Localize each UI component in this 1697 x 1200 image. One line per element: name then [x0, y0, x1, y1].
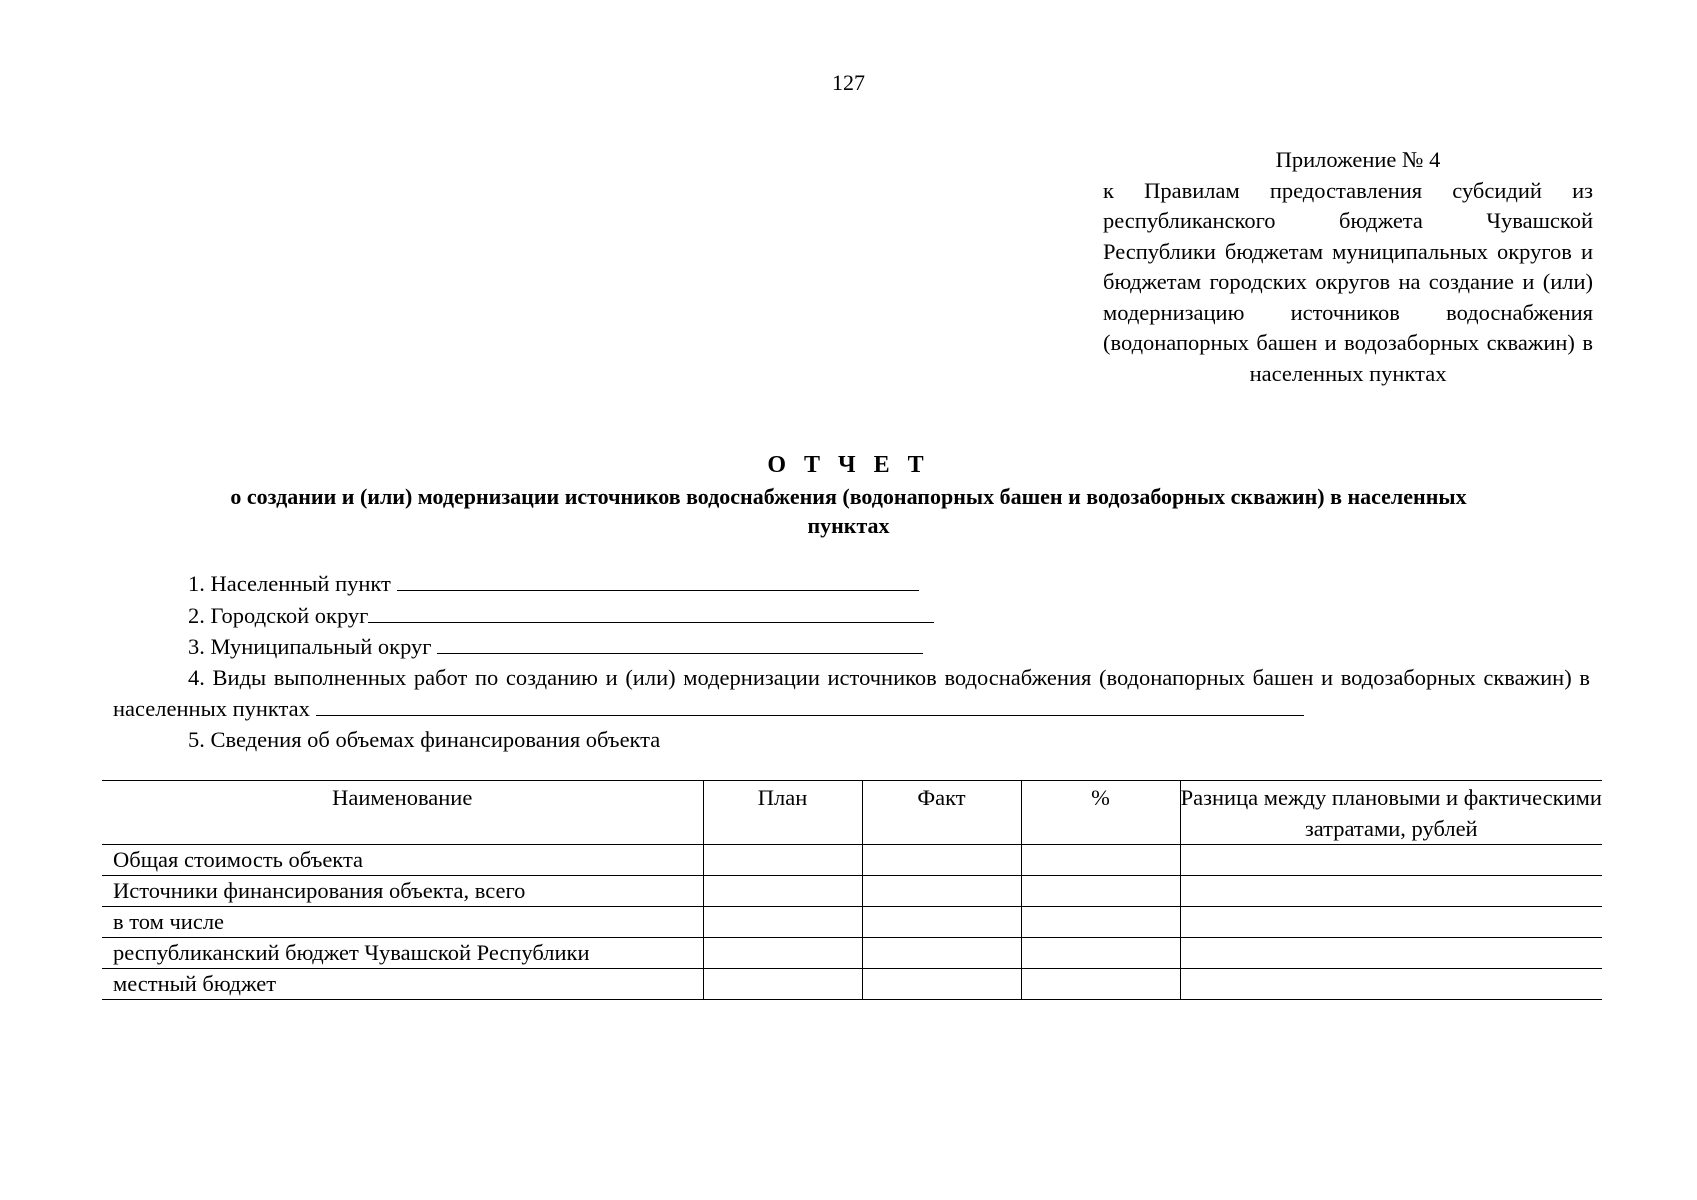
row-label: местный бюджет [102, 969, 703, 1000]
fact-cell[interactable] [862, 845, 1021, 876]
page-number: 127 [832, 70, 865, 95]
field-works-types-label: 4. Виды выполненных работ по созданию и (или) модернизации источников водоснабжения (водонапорных башен и водозаборных скважин) в населенных пунктах [113, 664, 1590, 721]
table-header-row [102, 781, 1602, 845]
header-difference: Разница между плановыми и фактическими затратами, рублей [1180, 781, 1602, 845]
plan-cell[interactable] [703, 907, 862, 938]
percent-cell[interactable] [1021, 907, 1180, 938]
plan-cell[interactable] [703, 876, 862, 907]
percent-cell[interactable] [1021, 969, 1180, 1000]
table-row [102, 907, 1602, 938]
financing-table [102, 780, 1602, 1000]
field-financing-label: 5. Сведения об объемах финансирования объекта [188, 726, 661, 752]
field-settlement [113, 568, 1590, 600]
header-fact: Факт [862, 781, 1021, 845]
difference-cell[interactable] [1180, 845, 1602, 876]
fact-cell[interactable] [862, 907, 1021, 938]
fact-cell[interactable] [862, 938, 1021, 969]
field-settlement-blank[interactable] [397, 568, 919, 591]
field-city-district-label: 2. Городской округ [188, 602, 369, 628]
report-subtitle: о создании и (или) модернизации источников водоснабжения (водонапорных башен и водозаборных скважин) в населенных пунктах [230, 484, 1467, 538]
difference-cell[interactable] [1180, 876, 1602, 907]
field-city-district [113, 600, 1590, 632]
difference-cell[interactable] [1180, 969, 1602, 1000]
report-fields [113, 568, 1590, 755]
appendix-text: к Правилам предоставления субсидий из республиканского бюджета Чувашской Республики бюджетам муниципальных округов и бюджетам городских округов на создание и (или) модернизацию источников водоснабжения (водонапорных башен и водозаборных скважин) в населенных пунктах [1103, 177, 1593, 386]
appendix-block [1103, 145, 1593, 389]
row-label: в том числе [102, 907, 703, 938]
appendix-title: Приложение № 4 [1275, 147, 1441, 172]
table-row [102, 876, 1602, 907]
difference-cell[interactable] [1180, 938, 1602, 969]
header-plan: План [703, 781, 862, 845]
field-settlement-label: 1. Населенный пункт [188, 571, 397, 596]
table-row [102, 969, 1602, 1000]
table-row [102, 938, 1602, 969]
field-works-types-blank[interactable] [316, 693, 1304, 716]
plan-cell[interactable] [703, 969, 862, 1000]
row-label: Источники финансирования объекта, всего [102, 876, 703, 907]
report-title: О Т Ч Е Т [767, 452, 930, 478]
field-municipal-district [113, 631, 1590, 663]
percent-cell[interactable] [1021, 876, 1180, 907]
table-row [102, 845, 1602, 876]
report-heading [0, 448, 1697, 540]
field-municipal-district-label: 3. Муниципальный округ [188, 634, 438, 659]
header-percent: % [1021, 781, 1180, 845]
field-municipal-district-blank[interactable] [437, 631, 923, 654]
percent-cell[interactable] [1021, 845, 1180, 876]
field-city-district-blank[interactable] [368, 600, 934, 623]
fact-cell[interactable] [862, 876, 1021, 907]
header-name: Наименование [102, 781, 703, 845]
difference-cell[interactable] [1180, 907, 1602, 938]
plan-cell[interactable] [703, 845, 862, 876]
row-label: Общая стоимость объекта [102, 845, 703, 876]
row-label: республиканский бюджет Чувашской Республики [102, 938, 703, 969]
field-financing [113, 725, 1590, 756]
plan-cell[interactable] [703, 938, 862, 969]
field-works-types [113, 663, 1590, 725]
percent-cell[interactable] [1021, 938, 1180, 969]
fact-cell[interactable] [862, 969, 1021, 1000]
